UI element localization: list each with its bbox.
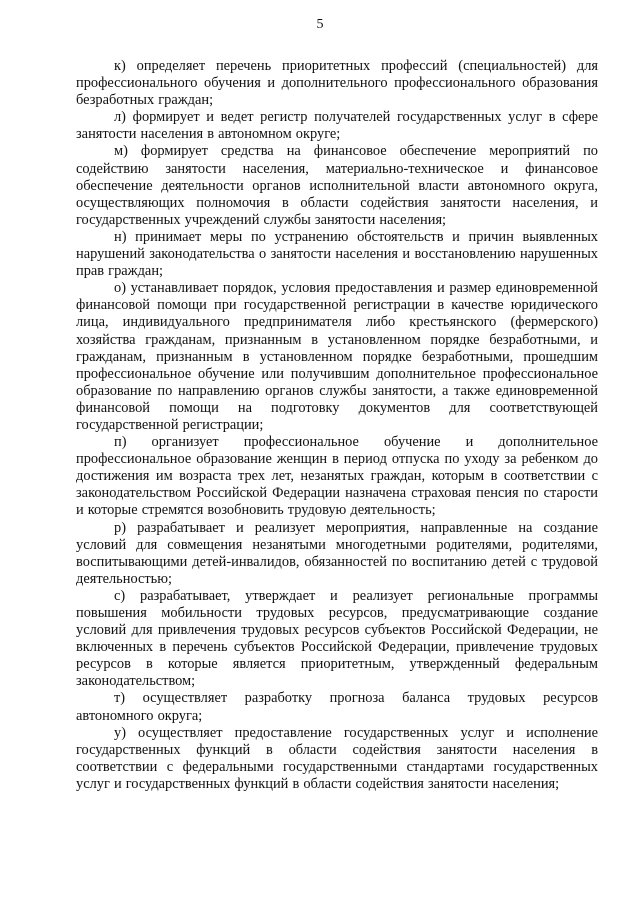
paragraph-n: н) принимает меры по устранению обстоятельств и причин выявленных нарушений законодательства о занятости населения и восстановлению нарушенных прав граждан; [76,228,598,280]
paragraph-t: т) осуществляет разработку прогноза баланса трудовых ресурсов автономного округа; [76,690,598,724]
paragraph-l: л) формирует и ведет регистр получателей государственных услуг в сфере занятости населения в автономном округе; [76,109,598,143]
paragraph-o: о) устанавливает порядок, условия предоставления и размер единовременной финансовой помощи при государственной регистрации в качестве юридического лица, индивидуального предпринимателя либо крестьянского (фермерского) хозяйства гражданам, признанным в установленном порядке безработными, и гражданам, признанным в установленном порядке безработными, прошедшим профессиональное обучение или получившим дополнительное профессиональное образование по направлению органов службы занятости, а также единовременной финансовой помощи на подготовку документов для соответствующей государственной регистрации; [76,280,598,433]
document-body [76,58,598,793]
paragraph-s: с) разрабатывает, утверждает и реализует региональные программы повышения мобильности трудовых ресурсов, предусматривающие создание условий для привлечения трудовых ресурсов субъектов Российской Федерации, не включенных в перечень субъектов Российской Федерации, привлечение трудовых ресурсов в которые является приоритетным, утвержденный федеральным законодательством; [76,587,598,690]
paragraph-u: у) осуществляет предоставление государственных услуг и исполнение государственных функций в области содействия занятости населения в соответствии с федеральными государственными стандартами государственных услуг и государственных функций в области содействия занятости населения; [76,724,598,792]
paragraph-k: к) определяет перечень приоритетных профессий (специальностей) для профессионального обучения и дополнительного профессионального образования безработных граждан; [76,58,598,109]
page-number: 5 [316,17,324,32]
paragraph-m: м) формирует средства на финансовое обеспечение мероприятий по содействию занятости населения, материально-техническое и финансовое обеспечение деятельности органов исполнительной власти автономного округа, осуществляющих полномочия в области содействия занятости населения, и государственных учреждений службы занятости населения; [76,143,598,228]
paragraph-p: п) организует профессиональное обучение и дополнительное профессиональное образование женщин в период отпуска по уходу за ребенком до достижения им возраста трех лет, незанятых граждан, которым в соответствии с законодательством Российской Федерации назначена страховая пенсия по старости и которые стремятся возобновить трудовую деятельность; [76,434,598,519]
paragraph-r: р) разрабатывает и реализует мероприятия, направленные на создание условий для совмещения незанятыми многодетными родителями, родителями, воспитывающими детей-инвалидов, обязанностей по воспитанию детей с трудовой деятельностью; [76,519,598,587]
